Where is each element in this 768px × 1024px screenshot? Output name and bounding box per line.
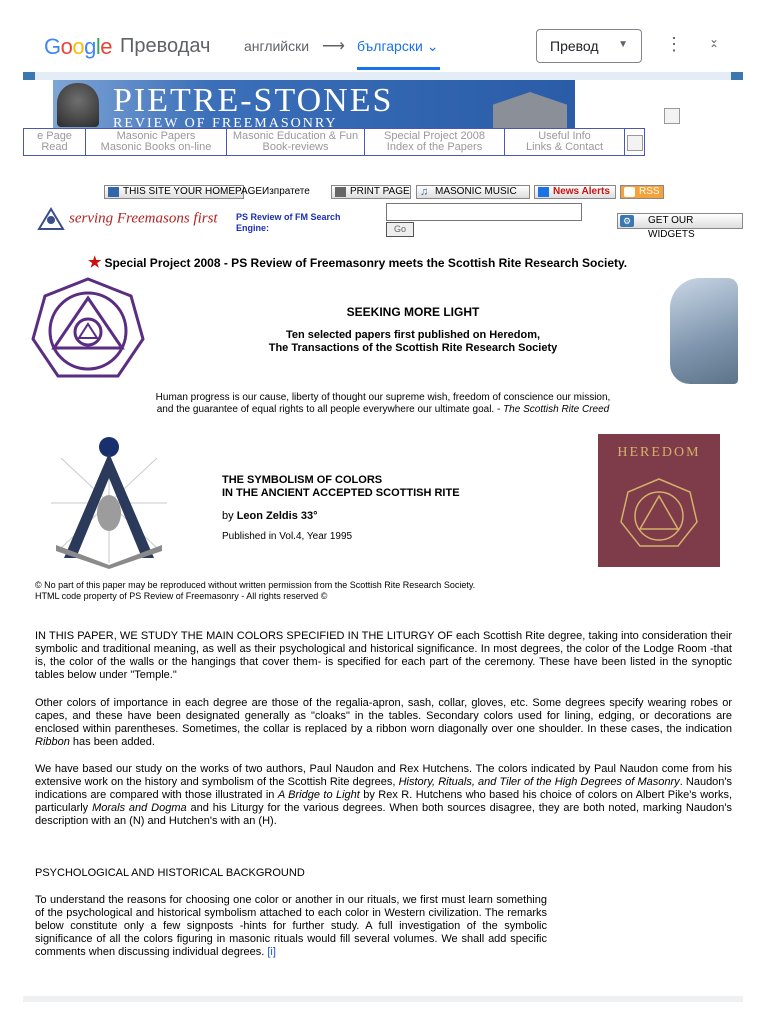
nav-useful-line2: Links & Contact — [525, 141, 604, 153]
homepage-button[interactable] — [104, 185, 263, 199]
p3-italic-2: A Bridge to Light — [277, 789, 360, 801]
nav-home-line2: Read — [41, 141, 68, 153]
banner-subtitle: REVIEW OF FREEMASONRY — [113, 116, 338, 128]
paragraph-1: IN THIS PAPER, WE STUDY THE MAIN COLORS SPECIFIED IN THE LITURGY OF each Scottish Rite degree, taking into consideration their symbolic and traditional meaning, as well as their psychological and historical significance. In most degrees, the color of the Lodge Room -that is, the color of the walls or the hangings that cover them- is specified for each part of the ceremony. These have been listed in the synoptic tables below under "Temple." — [35, 630, 732, 681]
p2-italic: Ribbon — [35, 736, 70, 748]
heredom-emblem — [598, 434, 720, 567]
copyright-line1: © No part of this paper may be reproduced without written permission from the Scottish Rite Research Society. — [35, 580, 476, 590]
by-label: by — [222, 510, 237, 522]
house-icon — [108, 187, 119, 197]
caret-down-icon: ▼ — [618, 39, 628, 50]
nav-useful-line1: Useful Info — [538, 130, 591, 142]
star-icon: ★ — [88, 254, 102, 271]
rss-icon — [624, 187, 635, 197]
p3-italic-3: Morals and Dogma — [92, 802, 187, 814]
square-compass-icon — [37, 207, 65, 231]
banner-title: PIETRE-STONES — [113, 82, 394, 119]
app-name: Преводач — [120, 35, 211, 57]
nav-papers-line2: Masonic Books on-line — [100, 141, 212, 153]
source-language[interactable]: английски — [244, 38, 310, 54]
copyright-notice — [35, 580, 475, 602]
p3-text-d: and his Liturgy for the various degrees. When both sources disagree, they are both noted, marking Naudon's description with an (N) and Hutchen's with an (H). — [35, 802, 733, 827]
target-language[interactable] — [357, 38, 438, 55]
music-note-icon: ♫ — [420, 186, 429, 198]
search-label: PS Review of FM Search Engine: — [236, 212, 341, 233]
paragraph-4 — [35, 894, 547, 959]
nav-special-line1: Special Project 2008 — [384, 130, 485, 142]
article-author — [222, 510, 318, 522]
mode-label: Превод — [550, 38, 599, 54]
print-button[interactable] — [331, 185, 411, 199]
nav-masonic-papers[interactable] — [86, 128, 227, 156]
nav-image-cell — [625, 128, 645, 156]
nav-home[interactable] — [23, 128, 86, 156]
footnote-link[interactable]: [i] — [267, 946, 276, 958]
creed-source: The Scottish Rite Creed — [503, 404, 610, 415]
special-project-text: Special Project 2008 - PS Review of Freemasonry meets the Scottish Rite Research Society. — [104, 256, 628, 270]
paragraph-2 — [35, 697, 732, 749]
news-alerts-button[interactable] — [534, 185, 616, 199]
widgets-button[interactable] — [617, 213, 743, 240]
statue-image — [670, 278, 738, 384]
chevron-down-icon: ⌄ — [426, 38, 439, 54]
creed-line1: Human progress is our cause, liberty of thought our supreme wish, freedom of conscience our mission, — [155, 392, 611, 403]
heredom-cover-title: HEREDOM — [617, 445, 701, 460]
p4-text: To understand the reasons for choosing one color or another in our rituals, we first must learn something of the psychological and historical symbolism attached to each color in Western civilization. The remarks below constitute only a few signposts -hints for further study. A full investigation of the symbolic significance of all the colors figuring in masonic rituals would fill several volumes. We shall add specific comments when discussing individual degrees. — [35, 894, 547, 958]
music-button[interactable] — [416, 185, 530, 199]
special-project-line — [88, 253, 627, 271]
google-logo[interactable]: Google — [44, 34, 113, 59]
homepage-label: THIS SITE YOUR HOMEPAGE — [123, 186, 263, 197]
music-label: MASONIC MUSIC — [435, 186, 517, 197]
search-input[interactable] — [386, 203, 582, 221]
send-label[interactable]: Изпратете — [262, 186, 310, 197]
p3-text-a: We have based our study on the works of two authors, Paul Naudon and Rex Hutchens. The colors indicated by Paul Naudon come from his extensive work on the history and symbolism of the Scottish Rite degrees, — [35, 763, 732, 788]
nav-education-line1: Masonic Education & Fun — [232, 130, 359, 142]
seeking-line1: Ten selected papers first published on Heredom, — [285, 329, 541, 341]
author-name: Leon Zeldis 33° — [236, 510, 318, 522]
nav-useful-info[interactable] — [505, 128, 625, 156]
section-heading: PSYCHOLOGICAL AND HISTORICAL BACKGROUND — [35, 867, 305, 879]
arrow-right-icon: ⟶ — [322, 38, 345, 55]
article-title-line2: IN THE ANCIENT ACCEPTED SCOTTISH RITE — [222, 487, 460, 499]
nav-education-line2: Book-reviews — [262, 141, 329, 153]
seeking-subtitle — [170, 329, 656, 355]
helmet-statue-image — [57, 83, 99, 127]
site-banner[interactable] — [53, 80, 575, 128]
article-title-line1: THE SYMBOLISM OF COLORS — [222, 474, 383, 486]
top-border-strip — [23, 72, 743, 80]
rss-button[interactable] — [620, 185, 664, 199]
printer-icon — [335, 187, 346, 197]
widgets-label: GET OUR WIDGETS — [648, 215, 695, 240]
strip-left-cap — [23, 72, 35, 80]
serving-logo[interactable] — [37, 207, 218, 231]
feed-icon — [538, 187, 549, 197]
creed-line2: and the guarantee of equal rights to all people everywhere our ultimate goal. - — [156, 404, 504, 415]
article-title — [222, 474, 460, 500]
bottom-strip — [23, 996, 743, 1002]
target-language-label: български — [357, 38, 423, 54]
more-options-icon[interactable]: ⋮ — [665, 34, 683, 54]
seeking-line2: The Transactions of the Scottish Rite Research Society — [268, 342, 558, 354]
p3-italic-1: History, Rituals, and Tiler of the High Degrees of Masonry — [398, 776, 680, 788]
seeking-title: SEEKING MORE LIGHT — [346, 305, 480, 319]
broken-image-icon — [664, 108, 680, 124]
rss-label: RSS — [639, 186, 660, 197]
news-label: News Alerts — [553, 186, 610, 197]
nav-home-line1: e Page — [37, 130, 72, 142]
p3-text-b: . Naudon's indications are compared with those illustrated in — [35, 776, 733, 801]
p2-text-a: Other colors of importance in each degree are those of the regalia-apron, sash, collar, gloves, etc. Some degrees specify wearing robes or capes, and these have been designated generally as "cloaks" in the tables. Secondary colors used for lining, edging, or decorations are enclosed within parentheses. Sometimes, the collar is replaced by a ribbon worn diagonally over one shoulder. In these cases, the indication — [35, 697, 732, 735]
nav-special-line2: Index of the Papers — [386, 141, 483, 153]
nav-special-project[interactable] — [365, 128, 505, 156]
gear-icon: ⚙ — [620, 215, 634, 227]
article-published: Published in Vol.4, Year 1995 — [222, 531, 353, 542]
print-label: PRINT PAGE — [350, 186, 410, 197]
translation-mode-button[interactable] — [536, 29, 642, 63]
p3-text-c: by Rex R. Hutchens who based his choice of colors on Albert Pike's works, particularly — [35, 789, 733, 814]
broken-image-icon — [627, 135, 643, 151]
square-and-compass-image — [46, 433, 172, 569]
site-nav — [23, 128, 645, 156]
target-language-underline — [357, 67, 440, 70]
strip-right-cap — [731, 72, 743, 80]
creed-quote — [100, 392, 666, 416]
heredom-book-cover — [598, 434, 720, 567]
serving-text: serving Freemasons first — [69, 210, 218, 227]
nav-papers-line1: Masonic Papers — [116, 130, 196, 142]
temple-image — [493, 92, 567, 128]
paragraph-3 — [35, 763, 732, 828]
collapse-icon[interactable]: ⌄ ⌃ — [709, 32, 720, 56]
p2-text-b: has been added. — [69, 736, 155, 748]
seal-emblem — [30, 276, 146, 386]
go-button[interactable]: Go — [386, 222, 414, 237]
nav-masonic-education[interactable] — [227, 128, 365, 156]
copyright-line2: HTML code property of PS Review of Freemasonry - All rights reserved © — [35, 591, 328, 601]
